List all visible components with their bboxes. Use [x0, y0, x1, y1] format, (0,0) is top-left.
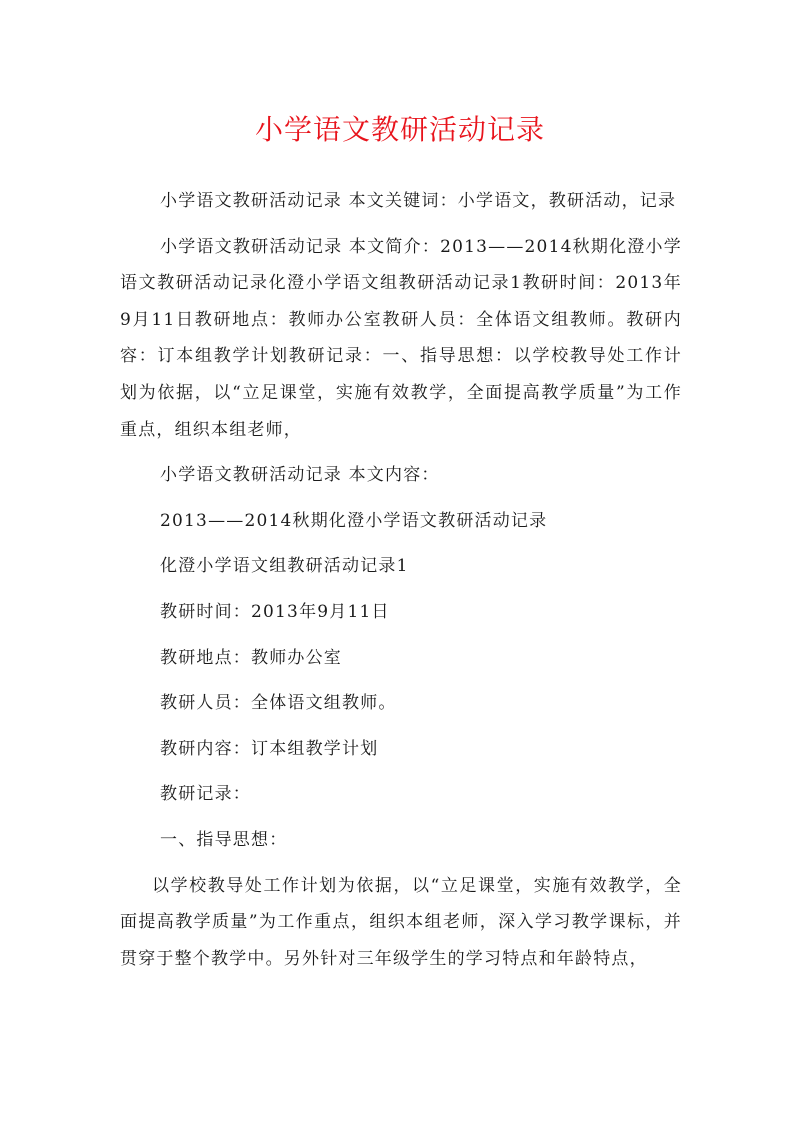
- people-line: 教研人员：全体语文组教师。: [160, 693, 397, 714]
- keywords-paragraph: 小学语文教研活动记录 本文关键词：小学语文，教研活动，记录: [160, 191, 677, 211]
- section-one-heading: 一、指导思想：: [160, 829, 288, 850]
- term-line: 2013——2014秋期化澄小学语文教研活动记录: [160, 510, 548, 531]
- summary-paragraph: 小学语文教研活动记录 本文简介：2013——2014秋期化澄小学语文教研活动记录化澄小学语文组教研活动记录1教研时间：2013年9月11日教研地点：教师办公室教研人员：全体语文组教师。教研内容：订本组教学计划教研记录：一、指导思想：以学校教导处工作计划为依据，以“立足课堂，实施有效教学，全面提高教学质量”为工作重点，组织本组老师，: [120, 236, 682, 440]
- document-title: 小学语文教研活动记录: [254, 113, 545, 146]
- content-line: 教研内容：订本组教学计划: [160, 738, 379, 759]
- guiding-paragraph: 以学校教导处工作计划为依据，以“立足课堂，实施有效教学，全面提高教学质量”为工作重点，组织本组老师，深入学习教学课标，并贯穿于整个教学中。另外针对三年级学生的学习特点和年龄特点，: [120, 875, 682, 969]
- record-title-line: 化澄小学语文组教研活动记录1: [160, 556, 409, 577]
- content-label: 小学语文教研活动记录 本文内容：: [160, 465, 440, 486]
- records-label-line: 教研记录：: [160, 784, 251, 805]
- document-body: [120, 183, 682, 977]
- place-line: 教研地点：教师办公室: [160, 647, 342, 668]
- time-line: 教研时间：2013年9月11日: [160, 601, 390, 622]
